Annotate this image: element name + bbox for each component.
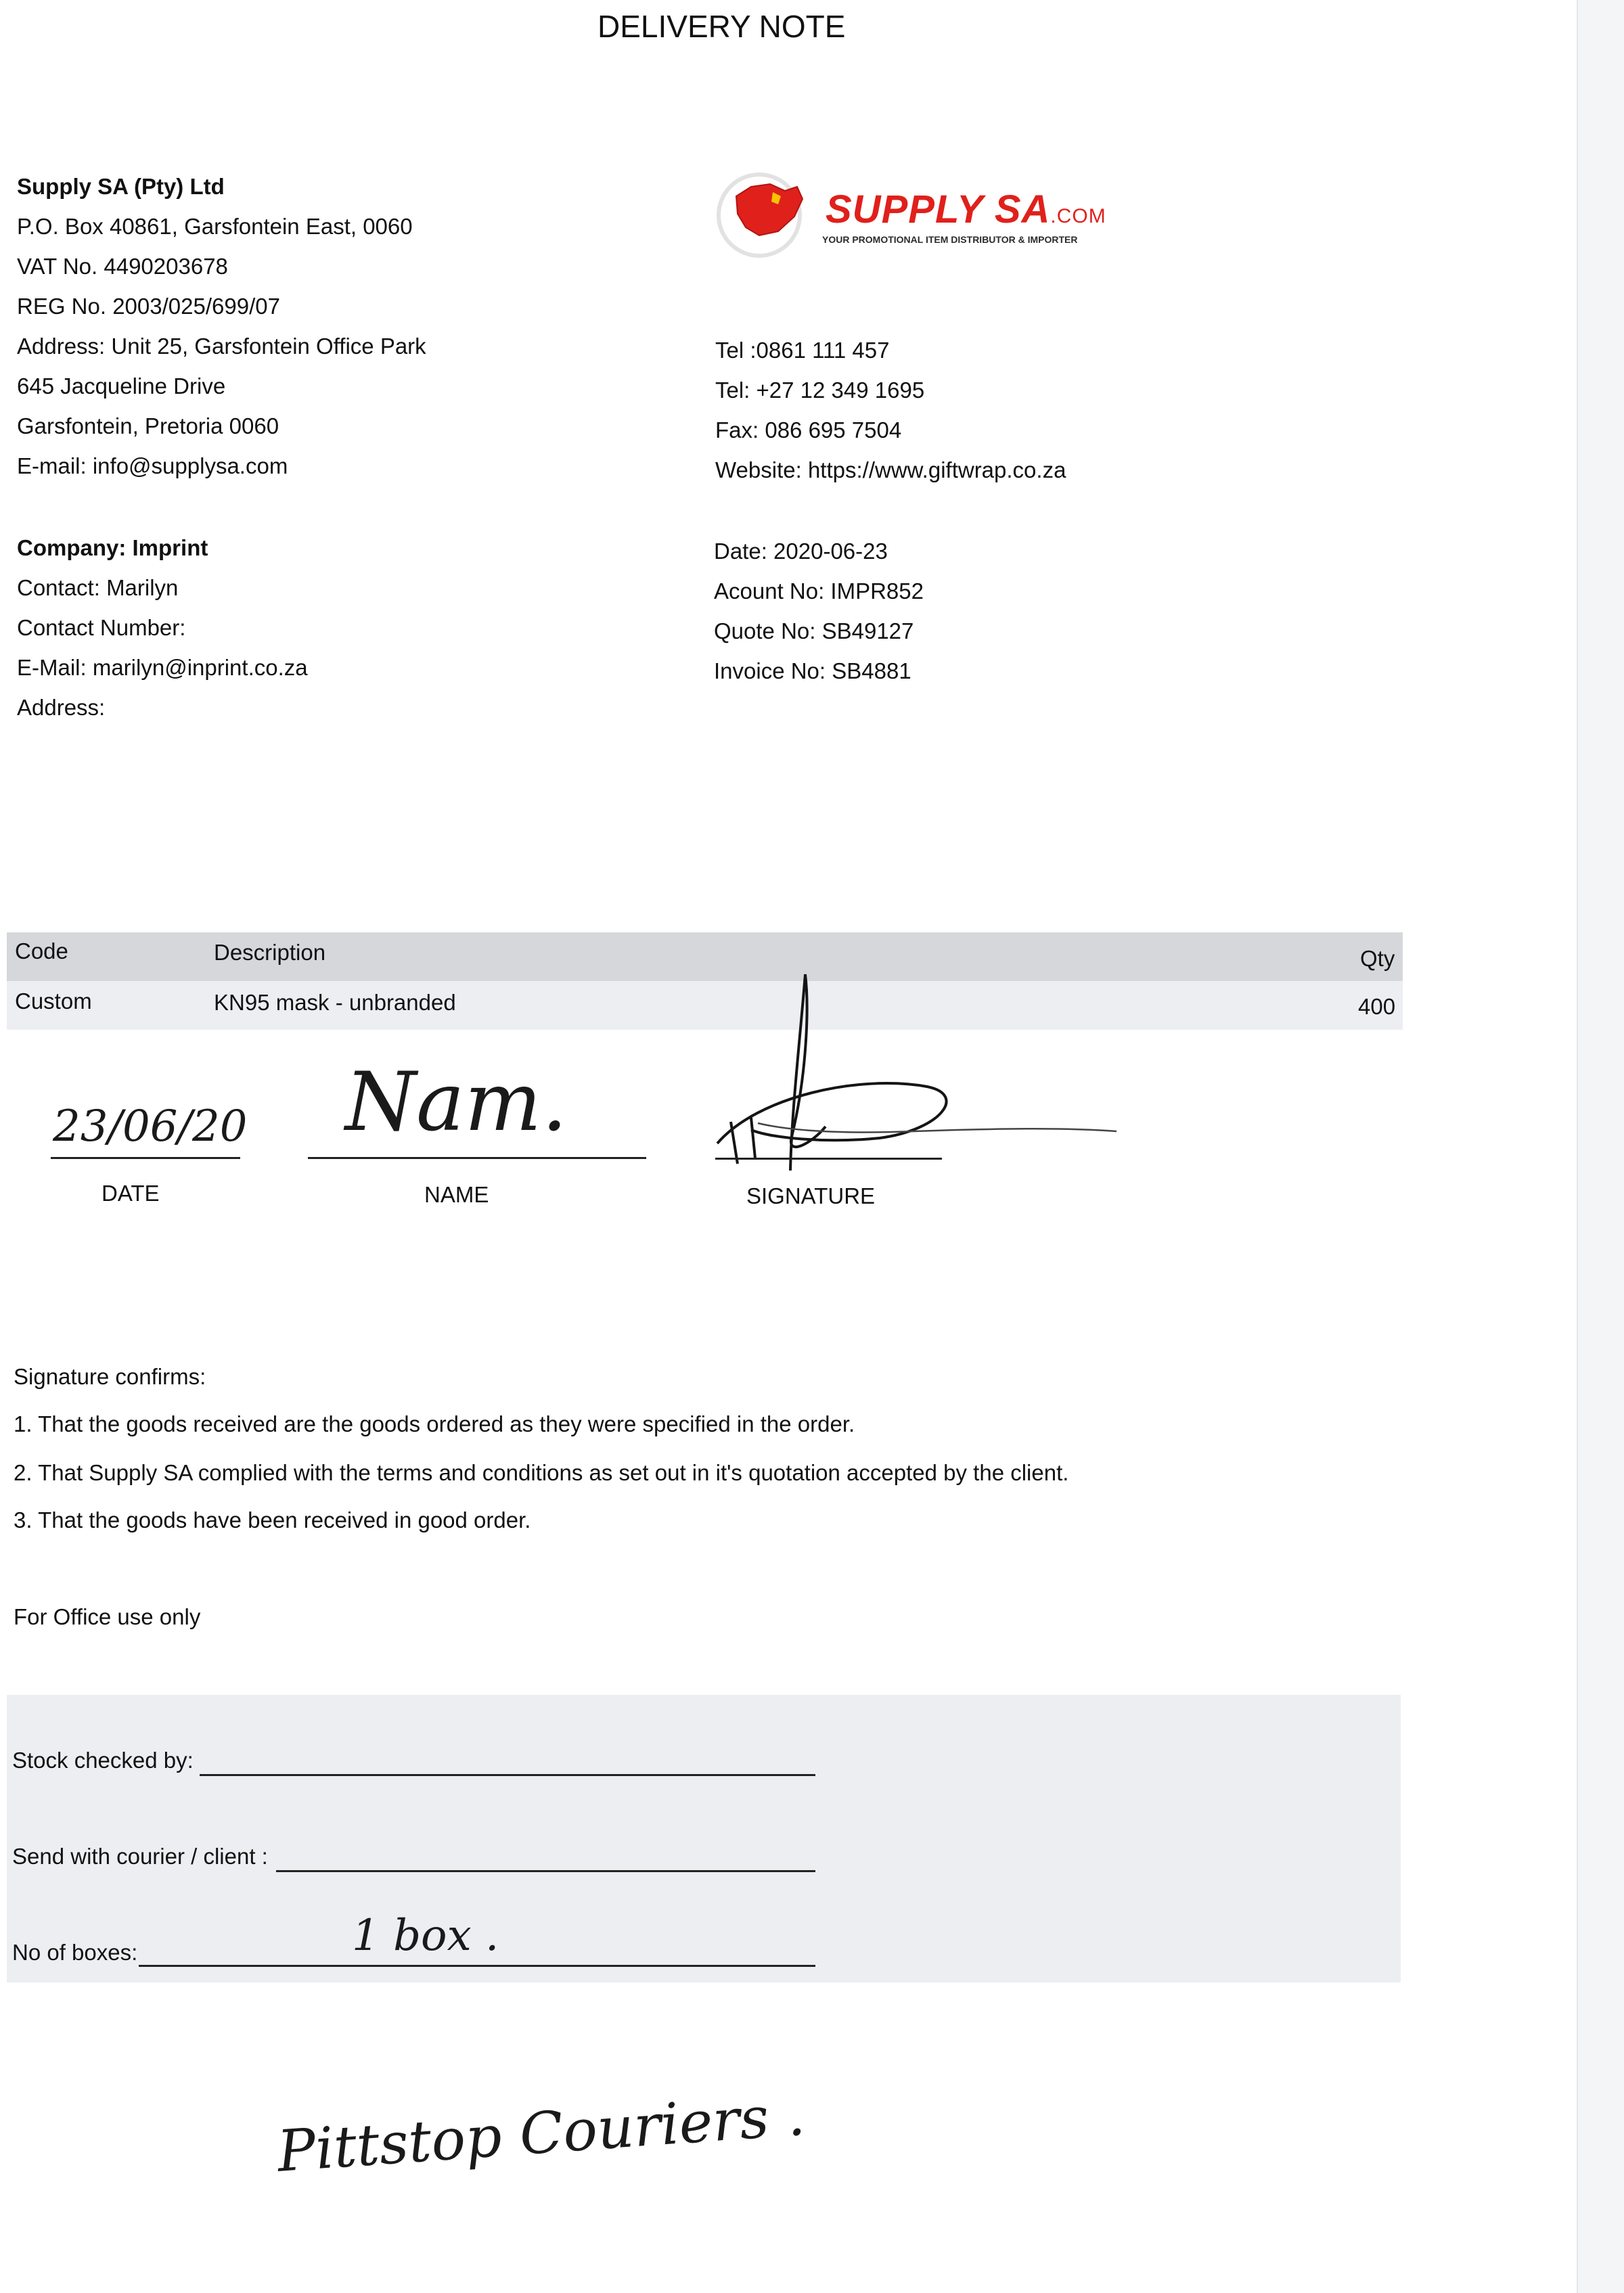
document-info-line: Date: 2020-06-23 [714,539,888,564]
stock-checked-label: Stock checked by: [12,1748,194,1773]
client-block [17,535,308,734]
supplier-line: REG No. 2003/025/699/07 [17,294,280,319]
document-info-block [714,538,924,698]
document-info-line: Quote No: SB49127 [714,618,914,643]
handwritten-courier-note: Pittstop Couriers . [275,2081,807,2185]
scan-edge [1577,0,1624,2293]
logo-suffix: .COM [1050,205,1106,227]
contact-line: Tel: +27 12 349 1695 [715,378,925,403]
name-line [308,1157,646,1159]
document-info-line: Acount No: IMPR852 [714,578,924,604]
supplier-line: Address: Unit 25, Garsfontein Office Park [17,334,426,359]
boxes-label: No of boxes: [12,1940,138,1965]
handwritten-boxes: 1 box . [352,1911,499,1961]
supplier-line: 645 Jacqueline Drive [17,373,226,399]
handwritten-signature [710,961,1130,1177]
stock-checked-line [200,1774,815,1776]
contact-line: Website: https://www.giftwrap.co.za [715,457,1066,482]
confirmation-item: 2. That Supply SA complied with the terms and conditions as set out in it's quotation accepted by the client. [14,1460,1069,1485]
supplier-line: E-mail: info@supplysa.com [17,453,288,478]
logo-tagline: YOUR PROMOTIONAL ITEM DISTRIBUTOR & IMPORTER [822,234,1078,245]
name-label: NAME [424,1182,489,1207]
supply-sa-logo [710,161,1130,276]
contact-block [715,337,1066,497]
handwritten-name: Nam. [345,1055,568,1150]
client-line: Contact Number: [17,615,186,640]
supplier-line: Garsfontein, Pretoria 0060 [17,413,279,438]
handwritten-date: 23/06/20 [53,1102,248,1152]
logo-wordmark-text: SUPPLY SA [826,187,1051,231]
supplier-line: VAT No. 4490203678 [17,254,228,279]
signature-label: SIGNATURE [746,1183,876,1208]
column-header-code: Code [15,938,68,963]
item-code: Custom [15,989,92,1014]
courier-label: Send with courier / client : [12,1844,268,1869]
supplier-line: P.O. Box 40861, Garsfontein East, 0060 [17,214,413,239]
date-label: DATE [102,1181,160,1206]
confirmation-heading: Signature confirms: [14,1364,206,1389]
supplier-block [17,173,426,493]
courier-line [276,1870,815,1872]
client-company: Company: Imprint [17,535,208,560]
contact-line: Fax: 086 695 7504 [715,417,902,442]
supplier-name: Supply SA (Pty) Ltd [17,174,225,199]
office-use-heading: For Office use only [14,1604,201,1629]
column-header-qty: Qty [1360,946,1395,971]
item-qty: 400 [1358,994,1396,1019]
document-info-line: Invoice No: SB4881 [714,658,911,683]
client-line: E-Mail: marilyn@inprint.co.za [17,655,308,680]
confirmation-block [14,1363,1068,1554]
boxes-line [139,1965,815,1967]
signature-line [715,1158,942,1160]
confirmation-item: 3. That the goods have been received in good order. [14,1507,531,1533]
column-header-description: Description [214,940,326,965]
office-use-panel [7,1695,1401,1982]
document-title: DELIVERY NOTE [597,9,846,44]
client-line: Address: [17,695,106,720]
logo-wordmark [826,189,1106,237]
confirmation-item: 1. That the goods received are the goods ordered as they were specified in the order. [14,1411,855,1436]
client-line: Contact: Marilyn [17,575,179,600]
item-description: KN95 mask - unbranded [214,990,456,1015]
contact-line: Tel :0861 111 457 [715,338,890,363]
date-signature-line [51,1157,240,1159]
